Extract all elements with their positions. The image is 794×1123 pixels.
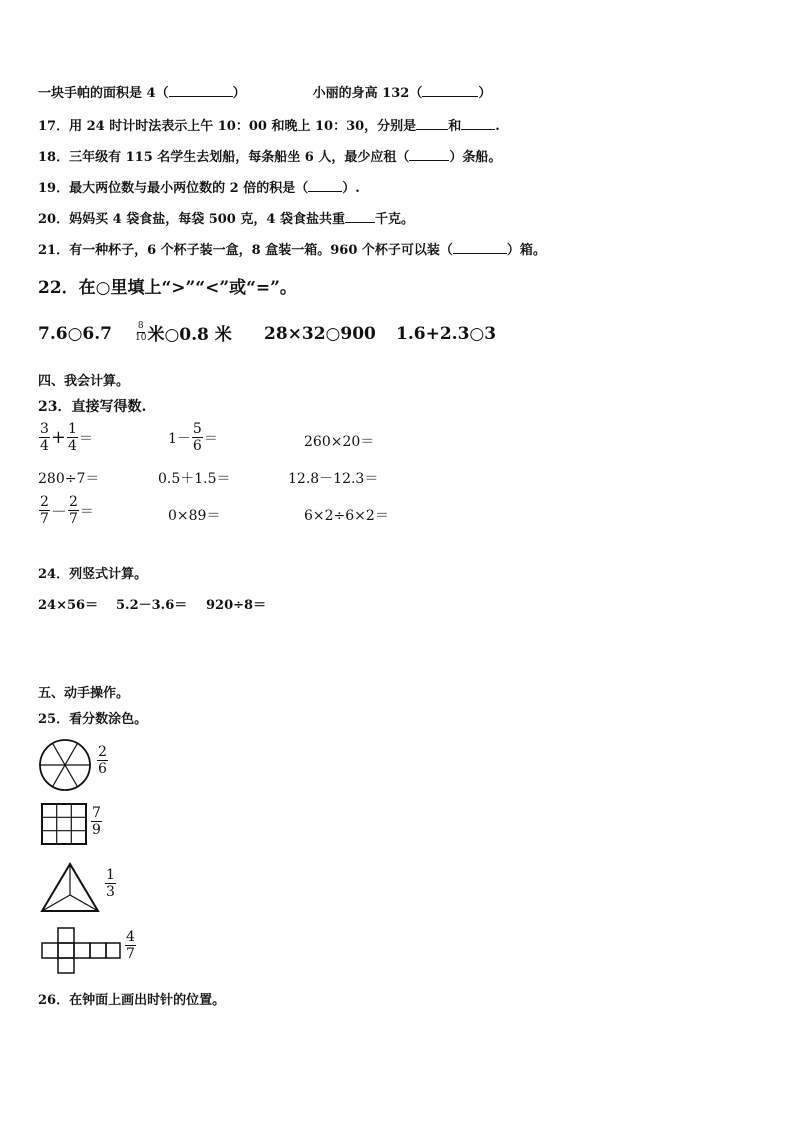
compare-2-fraction — [135, 322, 146, 343]
figure-4-fraction: $\frac{4}{7}$ — [126, 929, 135, 962]
triangle-3-parts-figure[interactable] — [40, 862, 100, 914]
q16b-end: ） — [478, 86, 492, 101]
calc-r1-a: $\frac{3}{4}$ + $\frac{1}{4}$ ＝ — [40, 421, 93, 454]
compare-3: 28×32○900 — [264, 324, 376, 344]
calc-r2-b: 0.5＋1.5＝ — [158, 471, 231, 487]
q16a-blank[interactable] — [169, 83, 233, 97]
q18-end: ）条船。 — [449, 150, 502, 165]
q17-end: . — [495, 119, 500, 134]
q19-text: 19．最大两位数与最小两位数的 2 倍的积是（ — [38, 181, 309, 196]
calc-r3-a-frac2: $\frac{2}{7}$ — [68, 494, 78, 527]
section-4-heading: 四、我会计算。 — [38, 374, 130, 389]
compare-1: 7.6○6.7 — [38, 324, 112, 344]
q26-text: 26．在钟面上画出时针的位置。 — [38, 993, 226, 1008]
q16a-end: ） — [232, 86, 246, 101]
q20-line — [38, 208, 414, 227]
compare-2-den: 10 — [135, 333, 147, 343]
q17-line — [38, 115, 500, 134]
q19-line — [38, 177, 360, 196]
grid-3x3-figure[interactable] — [40, 802, 88, 846]
calc-r1-b-frac: $\frac{5}{6}$ — [192, 421, 202, 454]
figure-3-fraction: $\frac{1}{3}$ — [106, 867, 115, 900]
calc-r1-a-frac2: $\frac{1}{4}$ — [68, 421, 77, 454]
q17-blank-1[interactable] — [416, 116, 448, 130]
calc-r2-a: 280÷7＝ — [38, 471, 100, 487]
q20-text: 20．妈妈买 4 袋食盐，每袋 500 克，4 袋食盐共重 — [38, 212, 345, 227]
q22-text: 22．在○里填上“>”“<”或“=”。 — [38, 278, 297, 298]
calc-r2-c: 12.8－12.3＝ — [288, 471, 379, 487]
calc-r3-b: 0×89＝ — [168, 508, 221, 524]
calc-r3-a-frac1: $\frac{2}{7}$ — [40, 494, 49, 527]
q24-text: 24．列竖式计算。 — [38, 567, 148, 582]
figure-1-fraction: $\frac{2}{6}$ — [98, 744, 107, 777]
q18-line — [38, 146, 501, 165]
calc-r1-c: 260×20＝ — [304, 434, 375, 450]
q19-end: ）. — [342, 181, 360, 196]
q16b-blank[interactable] — [422, 83, 478, 97]
q20-end: 千克。 — [374, 212, 414, 227]
q16-line — [38, 82, 491, 101]
section-5-heading: 五、动手操作。 — [38, 686, 130, 701]
calc-r3-c: 6×2÷6×2＝ — [304, 508, 389, 524]
compare-4: 1.6+2.3○3 — [396, 324, 497, 344]
calc-r1-b: 1－ $\frac{5}{6}$ ＝ — [168, 421, 218, 454]
q17-text: 17．用 24 时计时法表示上午 10：00 和晚上 10：30，分别是 — [38, 119, 417, 134]
q22-line — [38, 273, 297, 298]
q24-item-2: 5.2－3.6＝ — [116, 598, 188, 613]
q24-item-1: 24×56＝ — [38, 598, 99, 613]
q16a-text: 一块手帕的面积是 4（ — [38, 86, 169, 101]
q21-line — [38, 239, 546, 258]
compare-2 — [134, 320, 232, 345]
figure-2-fraction: $\frac{7}{9}$ — [92, 805, 101, 838]
q21-end: ）箱。 — [506, 243, 546, 258]
q24-item-3: 920÷8＝ — [206, 598, 267, 613]
q25-text: 25．看分数涂色。 — [38, 712, 148, 727]
q17-and: 和 — [448, 119, 462, 134]
q20-blank[interactable] — [345, 209, 375, 223]
calc-r1-a-frac1: $\frac{3}{4}$ — [40, 421, 49, 454]
cross-net-7-squares-figure[interactable] — [40, 926, 122, 976]
q23-text: 23．直接写得数. — [38, 399, 147, 415]
q21-blank[interactable] — [453, 240, 507, 254]
q16b-text: 小丽的身高 132（ — [312, 86, 423, 101]
q18-text: 18．三年级有 115 名学生去划船，每条船坐 6 人，最少应租（ — [38, 150, 410, 165]
q17-blank-2[interactable] — [461, 116, 495, 130]
compare-2-rest: 米○0.8 米 — [147, 325, 232, 345]
circle-6-sectors-figure[interactable] — [38, 738, 94, 792]
compare-2-num: 8 — [137, 321, 144, 331]
q21-text: 21．有一种杯子，6 个杯子装一盒，8 盒装一箱。960 个杯子可以装（ — [38, 243, 453, 258]
calc-r3-a: $\frac{2}{7}$ － $\frac{2}{7}$ ＝ — [40, 494, 94, 527]
q19-blank[interactable] — [308, 178, 342, 192]
q18-blank[interactable] — [409, 147, 449, 161]
